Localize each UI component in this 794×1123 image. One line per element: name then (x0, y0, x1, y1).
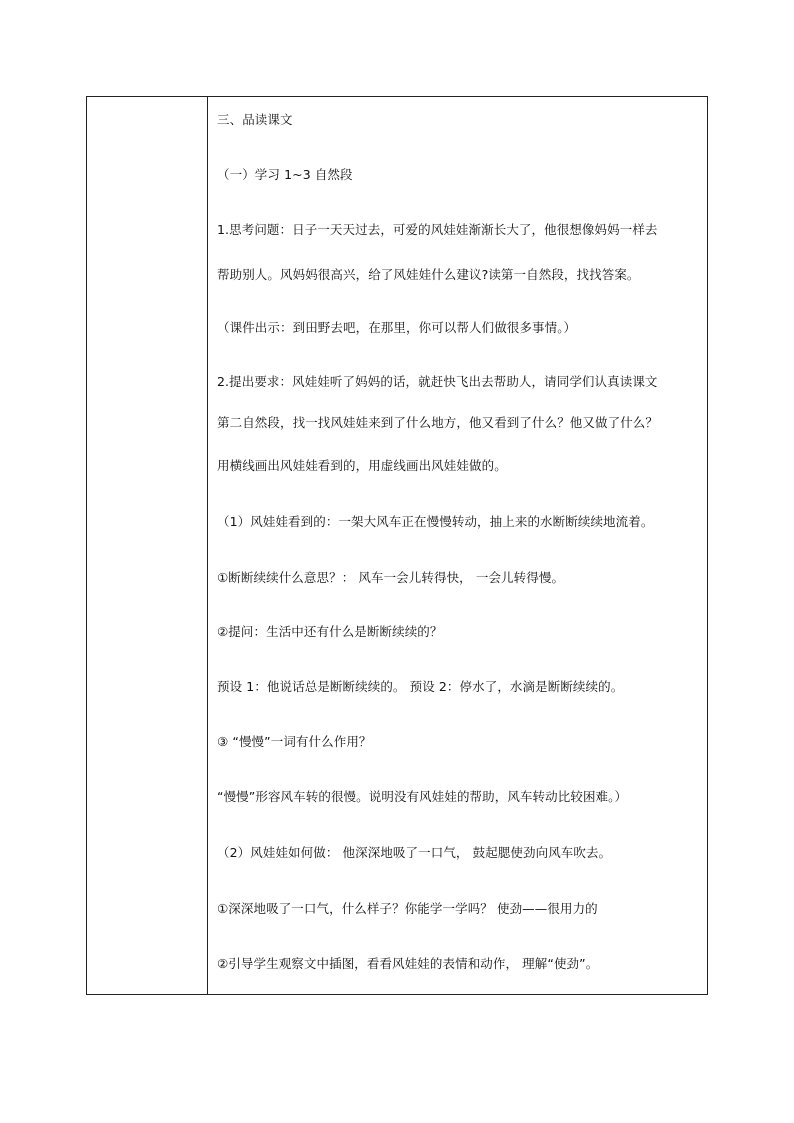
table-label-cell (87, 97, 208, 994)
text-line: ③ “慢慢”一词有什么作用？ (217, 734, 372, 749)
text-line: ②提问：生活中还有什么是断断续续的？ (217, 624, 443, 639)
section-title: 三、品读课文 (217, 112, 293, 127)
text-line: “慢慢”形容风车转的很慢。说明没有风娃娃的帮助，风车转动比较困难。） (217, 789, 628, 804)
text-line: ②引导学生观察文中插图，看看风娃娃的表情和动作， 理解“使劲”。 (217, 956, 599, 971)
text-line: （2）风娃娃如何做： 他深深地吸了一口气， 鼓起腮使劲向风车吹去。 (217, 845, 612, 860)
text-line: ①断断续续什么意思？： 风车一会儿转得快， 一会儿转得慢。 (217, 570, 565, 585)
text-line: （1）风娃娃看到的：一架大风车正在慢慢转动，抽上来的水断断续续地流着。 (217, 514, 654, 529)
text-line: 帮助别人。风妈妈很高兴，给了风娃娃什么建议?读第一自然段，找找答案。 (217, 267, 640, 282)
text-line: 第二自然段，找一找风娃娃来到了什么地方，他又看到了什么？他又做了什么？ (217, 415, 659, 430)
lesson-table (86, 96, 708, 995)
subsection-title: （一）学习 1~3 自然段 (217, 167, 353, 182)
text-line: 用横线画出风娃娃看到的，用虚线画出风娃娃做的。 (217, 458, 507, 473)
text-line: 预设 1：他说话总是断断续续的。 预设 2：停水了，水滴是断断续续的。 (217, 679, 624, 694)
text-line: 1.思考问题：日子一天天过去，可爱的风娃娃渐渐长大了，他很想像妈妈一样去 (217, 222, 658, 237)
text-line: 2.提出要求：风娃娃听了妈妈的话，就赶快飞出去帮助人，请同学们认真读课文 (217, 374, 658, 389)
text-line: ①深深地吸了一口气，什么样子？你能学一学吗？ 使劲——很用力的 (217, 901, 598, 916)
table-content-cell (208, 97, 707, 994)
text-line: （课件出示：到田野去吧，在那里，你可以帮人们做很多事情。） (217, 320, 577, 335)
